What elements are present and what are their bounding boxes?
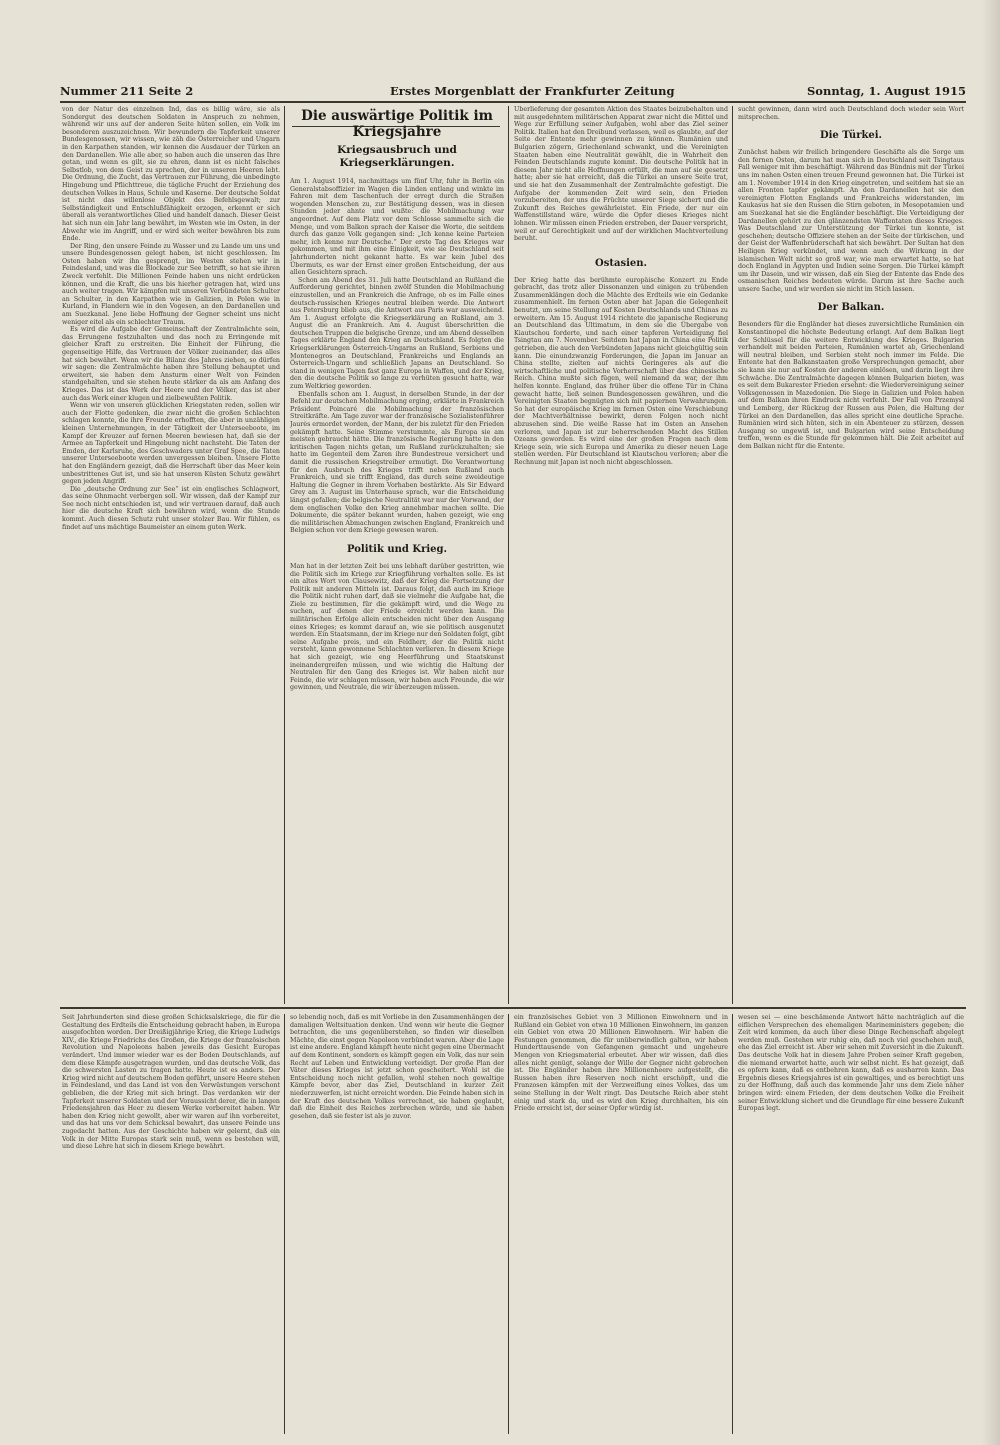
section-headline: Die Türkei. — [819, 130, 883, 142]
column-rule — [732, 1014, 733, 1434]
article-paragraph: Man hat in der letzten Zeit bei uns lebhaft darüber gestritten, wie die Politik sich im Kriege zur Kriegführung verhalten solle. Es ist ein altes Wort von Clausewitz, daß der Krieg die Fortsetzung der Politik mit anderen Mitteln ist. Daraus folgt, daß auch im Kriege die Politik nicht ruhen darf, daß sie vielmehr die Aufgabe hat, die Ziele zu bestimmen, für die gekämpft wird, und die Wege zu suchen, auf denen der Friede erreicht werden kann. Die militärischen Erfolge allein entscheiden nicht über den Ausgang eines Krieges; es kommt darauf an, wie sie politisch ausgenutzt werden. Ein Staatsmann, der im Kriege nur den Soldaten folgt, gibt seine Aufgabe preis, und ein Feldherr, der die Politik nicht versteht, kann gewonnene Schlachten verlieren. In diesem Kriege hat sich gezeigt, wie eng Heerführung und Staatskunst ineinandergreifen müssen, und wie wichtig die Haltung der Neutralen für den Gang des Krieges ist. Wir haben nicht nur Feinde, die wir schlagen müssen, wir haben auch Freunde, die wir gewinnen, und Neutrale, die wir überzeugen müssen. — [290, 562, 504, 692]
article-paragraph: Es wird die Aufgabe der Gemeinschaft der Zentralmächte sein, das Errungene festzuhalten und das noch zu Erringende mit gleicher Kraft zu erstreiten. Die Einheit der Führung, die gegenseitige Hilfe, das Vertrauen der Völker zueinander, das alles hat sich bewährt. Wenn wir die Bilanz des Jahres ziehen, so dürfen wir sagen: die Zentralmächte haben ihre Stellung behauptet und erweitert, sie haben dem Ansturm einer Welt von Feinden standgehalten, und sie stehen heute stärker da als am Anfang des Krieges. Das ist das Werk der Heere und der Völker, das ist aber auch das Werk einer klugen und zielbewußten Politik. — [62, 326, 280, 402]
column-rule — [732, 106, 733, 1004]
article-paragraph: Überlieferung der gesamten Aktion des Staates beizubehalten und mit ausgedehntem militärischen Apparat zwar nicht die Mittel und Wege zur Erfüllung seiner Aufgaben, wohl aber das Ziel seiner Politik. Italien hat den Dreibund verlassen, weil es glaubte, auf der Seite der Entente mehr gewinnen zu können. Rumänien und Bulgarien zögern, Griechenland schwankt, und die Vereinigten Staaten haben eine Neutralität gewählt, die in Wahrheit den Feinden Deutschlands zugute kommt. Die deutsche Politik hat in diesem Jahr nicht alle Hoffnungen erfüllt, die man auf sie gesetzt hatte; aber sie hat erreicht, daß die Türkei an unsere Seite trat, und sie hat den Zusammenhalt der Zentralmächte gefestigt. Die Aufgabe der kommenden Zeit wird sein, den Frieden vorzubereiten, der uns die Früchte unserer Siege sichert und die Zukunft des Reiches gewährleistet. Ein Friede, der nur ein Waffenstillstand wäre, würde die Opfer dieses Krieges nicht lohnen. Wir müssen einen Frieden erstreben, der Dauer verspricht, weil er auf Gerechtigkeit und auf der wirklichen Machtverteilung beruht. — [514, 106, 728, 243]
main-headline: Die auswärtige Politik im Kriegsjahre — [301, 108, 493, 140]
page-header — [60, 84, 966, 100]
article-paragraph: Seit Jahrhunderten sind diese großen Schicksalskriege, die für die Gestaltung des Erdteils die Entscheidung gebracht haben, in Europa ausgefochten worden. Der Dreißigjährige Krieg, die Kriege Ludwigs XIV., die Kriege Friedrichs des Großen, die Kriege der französischen Revolution und Napoleons haben jeweils das Gesicht Europas verändert. Und immer wieder war es der Boden Deutschlands, auf dem diese Kämpfe ausgetragen wurden, und das deutsche Volk, das die schwersten Lasten zu tragen hatte. Heute ist es anders. Der Krieg wird nicht auf deutschem Boden geführt, unsere Heere stehen in Feindesland, und das Land ist von den Verwüstungen verschont geblieben, die der Krieg mit sich bringt. Das verdanken wir der Tapferkeit unserer Soldaten und der Voraussicht derer, die in langen Friedensjahren das Heer zu diesem Werke vorbereitet haben. Wir haben den Krieg nicht gewollt, aber wir waren auf ihn vorbereitet, und das hat uns vor dem Schicksal bewahrt, das unsere Feinde uns zugedacht hatten. Aus der Geschichte haben wir gelernt, daß ein Volk in der Mitte Europas stark sein muß, wenn es bestehen will, und diese Lehre hat sich in diesem Kriege bewährt. — [62, 1014, 280, 1151]
bottom-column-3 — [514, 1014, 728, 1434]
column-1 — [62, 106, 280, 1004]
article-paragraph: Die „deutsche Ordnung zur See“ ist ein englisches Schlagwort, das seine Ohnmacht verbergen soll. Wir wissen, daß der Kampf zur See noch nicht entschieden ist, und wir vertrauen darauf, daß auch hier die deutsche Kraft sich bewähren wird, wenn die Stunde kommt. Auch diesen Schutz ruht unser stolzer Bau. Wir fühlen, es findet auf uns mächtige Baumeister an einem guten Werk. — [62, 485, 280, 531]
section-headline: Der Balkan. — [817, 302, 885, 314]
article-paragraph: Wenn wir von unseren glücklichen Kriegstaten reden, sollen wir auch der Flotte gedenken, die zwar nicht die großen Schlachten schlagen konnte, die ihre Freunde erhofften, die aber in unzähligen kleinen Unternehmungen, in der Tätigkeit der Unterseeboote, im Kampf der Kreuzer auf fernen Meeren bewiesen hat, daß sie der Armee an Tapferkeit und Hingebung nicht nachsteht. Die Taten der Emden, der Karlsruhe, des Geschwaders unter Graf Spee, die Taten unserer Unterseeboote werden unvergessen bleiben. Unsere Flotte hat den Engländern gezeigt, daß die Herrschaft über das Meer kein unbestrittenes Gut ist, und sie hat unseren Küsten Schutz gewährt gegen jeden Angriff. — [62, 402, 280, 486]
column-rule — [284, 1014, 285, 1434]
section-headline: Politik und Krieg. — [347, 543, 447, 555]
issue-number: Nummer 211 Seite 2 — [60, 84, 194, 98]
section-headline: Ostasien. — [595, 257, 647, 269]
article-paragraph: Der Ring, den unsere Feinde zu Wasser und zu Lande um uns und unsere Bundesgenossen gelegt haben, ist nicht geschlossen. Im Osten haben wir ihn gesprengt, im Westen stehen wir in Feindesland, und was die Blockade zur See betrifft, so hat sie ihren Zweck verfehlt. Die Millionen Feinde haben uns nicht erdrücken können, und die Kraft, die uns bis hierher getragen hat, wird uns auch weiter tragen. Wir kämpfen mit unseren Verbündeten Schulter an Schulter, in den Karpathen wie in Galizien, in Polen wie in Kurland, in Flandern wie in den Vogesen, an den Dardanellen und am Suezkanal. Jene liebe Hoffnung der Gegner scheint uns nicht weniger eitel als ein schlechter Traum. — [62, 242, 280, 326]
article-paragraph: wesen sei — eine beschämende Antwort hätte nachträglich auf die eiflichen Versprechen des ehemaligen Marineministers gegeben; die Zeit wird kommen, da auch über diese Dinge Rechenschaft abgelegt werden muß. Gestehen wir ruhig ein, daß noch viel geschehen muß, ehe das Ziel erreicht ist. Aber wir sehen mit Zuversicht in die Zukunft. Das deutsche Volk hat in diesem Jahre Proben seiner Kraft gegeben, die niemand erwartet hatte, auch wir selbst nicht. Es hat gezeigt, daß es opfern kann, daß es entbehren kann, daß es ausharren kann. Das Ergebnis dieses Kriegsjahres ist ein gewaltiges, und es berechtigt uns zu der Hoffnung, daß auch das kommende Jahr uns dem Ziele näher bringen wird: einem Frieden, der dem deutschen Volke die Freiheit seiner Entwicklung sichert und die Grundlage für eine bessere Zukunft Europas legt. — [738, 1014, 964, 1113]
column-3 — [514, 106, 728, 1004]
page-edge — [982, 0, 1000, 1445]
article-paragraph: Besonders für die Engländer hat dieses zuversichtliche Rumänien ein Konstantinopel die höchste Bedeutung erlangt. Auf dem Balkan liegt der Schlüssel für die weitere Entwicklung des Krieges. Bulgarien verhandelt mit beiden Parteien, Rumänien wartet ab, Griechenland will neutral bleiben, und Serbien steht noch immer im Felde. Die Entente hat den Balkanstaaten große Versprechungen gemacht, aber sie kann sie nur auf Kosten der anderen einlösen, und darin liegt ihre Schwäche. Die Zentralmächte dagegen können Bulgarien bieten, was es seit dem Bukarester Frieden ersehnt: die Wiedervereinigung seiner Volksgenossen in Mazedonien. Die Siege in Galizien und Polen haben auf dem Balkan ihren Eindruck nicht verfehlt. Der Fall von Przemysl und Lemberg, der Rückzug der Russen aus Polen, die Haltung der Türkei an den Dardanellen, das alles spricht eine deutliche Sprache. Rumänien wird sich hüten, sich in ein Abenteuer zu stürzen, dessen Ausgang so ungewiß ist, und Bulgarien wird seine Entscheidung treffen, wenn es die Stunde für gekommen hält. Die Zeit arbeitet auf dem Balkan nicht für die Entente. — [738, 321, 964, 450]
article-paragraph: von der Natur des einzelnen Ind, das es billig wäre, sie als Sondergut des deutschen Soldaten in Anspruch zu nehmen, während wir uns auf der anderen Seite hüten sollen, ein Volk im besonderen auszuzeichnen. Wir bewundern die Tapferkeit unserer Bundesgenossen, wir wissen, wie zäh die Österreicher und Ungarn in den Karpathen standen, wir kennen die Ausdauer der Türken an den Dardanellen. Wie alle aber, so haben auch die unseren das Ihre getan, und wenn es gilt, sie zu ehren, dann ist es nicht falsches Selbstlob, von dem Geist zu sprechen, der in unseren Heeren lebt. Die Ordnung, die Zucht, das Vertrauen zur Führung, die unbedingte Hingebung und Pflichttreue, die tägliche Frucht der Erziehung des deutschen Volkes in Haus, Schule und Kaserne. Der deutsche Soldat ist nicht das willenlose Objekt des Befehlsgewalt; zur Selbständigkeit und Entschlußfähigkeit erzogen, erkennt er sich überall als verantwortliches Glied und handelt danach. Dieser Geist hat sich nun ein Jahr lang bewährt, im Westen wie im Osten, in der Abwehr wie im Angriff, und er wird sich weiter bewähren bis zum Ende. — [62, 106, 280, 243]
bottom-column-4 — [738, 1014, 964, 1434]
article-paragraph: sucht gewinnen, dann wird auch Deutschland doch wieder sein Wort mitsprechen. — [738, 106, 964, 121]
newspaper-title: Erstes Morgenblatt der Frankfurter Zeitung — [390, 84, 675, 98]
article-paragraph: Der Krieg hatte das berühmte europäische Konzert zu Ende gebracht, das trotz aller Dissonanzen und einigen zu trübenden Zusammenklängen doch die Mächte des Erdteils wie ein Gedanke zusammenhielt. Im fernen Osten aber hat Japan die Gelegenheit benutzt, um seine Stellung auf Kosten Deutschlands und Chinas zu erweitern. Am 15. August 1914 richtete die japanische Regierung an Deutschland das Ultimatum, in dem sie die Übergabe von Kiautschou forderte, und nach einer tapferen Verteidigung fiel Tsingtau am 7. November. Seitdem hat Japan in China eine Politik getrieben, die auch den Verbündeten Japans nicht gleichgültig sein kann. Die einundzwanzig Forderungen, die Japan im Januar an China stellte, zielten auf nichts Geringeres als auf die wirtschaftliche und politische Vorherrschaft über das chinesische Reich. China mußte sich fügen, weil niemand da war, der ihm helfen konnte. England, das früher über die offene Tür in China gewacht hatte, ließ seinen Bundesgenossen gewähren, und die Vereinigten Staaten begnügten sich mit papiernen Verwahrungen. So hat der europäische Krieg im fernen Osten eine Verschiebung der Machtverhältnisse bewirkt, deren Folgen noch nicht abzusehen sind. Die weiße Rasse hat im Osten an Ansehen verloren, und Japan ist zur beherrschenden Macht des Stillen Ozeans geworden. Es wird eine der großen Fragen nach dem Kriege sein, wie sich Europa und Amerika zu dieser neuen Lage stellen werden. Für Deutschland ist Kiautschou verloren; aber die Rechnung mit Japan ist noch nicht abgeschlossen. — [514, 276, 728, 466]
article-paragraph: ein französisches Gebiet von 3 Millionen Einwohnern und in Rußland ein Gebiet von etwa 10 Millionen Einwohnern, im ganzen ein Gebiet von etwa 20 Millionen Einwohnern. Wir haben die Festungen genommen, die für unüberwindlich galten, wir haben Hunderttausende von Gefangenen gemacht und ungeheure Mengen von Kriegsmaterial erbeutet. Aber wir wissen, daß dies alles nicht genügt, solange der Wille der Gegner nicht gebrochen ist. Die Engländer haben ihre Millionenheere aufgestellt, die Russen haben ihre Reserven noch nicht erschöpft, und die Franzosen kämpfen mit der Verzweiflung eines Volkes, das um seine Stellung in der Welt ringt. Das Deutsche Reich aber steht einig und stark da, und es wird den Krieg durchhalten, bis ein Friede erreicht ist, der seiner Opfer würdig ist. — [514, 1014, 728, 1113]
issue-date: Sonntag, 1. August 1915 — [806, 84, 966, 98]
column-rule — [508, 106, 509, 1004]
sub-headline: Kriegsausbruch und Kriegserklärungen. — [337, 144, 457, 169]
column-4 — [738, 106, 964, 1004]
section-rule — [60, 1007, 966, 1009]
article-paragraph: Am 1. August 1914, nachmittags um fünf Uhr, fuhr in Berlin ein Generalstabsoffizier im Wagen die Linden entlang und winkte im Fahren mit dem Taschentuch der erregt durch die Straßen wogenden Menschen zu, zur Bestätigung dessen, was in diesen Stunden jeder ahnte und wußte: die Mobilmachung war angeordnet. Auf dem Platz vor dem Schlosse sammelte sich die Menge, und vom Balkon sprach der Kaiser die Worte, die seitdem durch das ganze Volk gegangen sind: „Ich kenne keine Parteien mehr, ich kenne nur Deutsche.“ Der erste Tag des Krieges war gekommen, und mit ihm eine Einigkeit, wie sie Deutschland seit Jahrhunderten nicht gekannt hatte. Es war kein Jubel des Übermuts, es war der Ernst einer großen Entscheidung, der aus allen Gesichtern sprach. — [290, 178, 504, 277]
column-rule — [284, 106, 285, 1004]
bottom-column-1 — [62, 1014, 280, 1434]
bottom-column-2 — [290, 1014, 504, 1434]
column-2 — [290, 106, 504, 1004]
article-paragraph: Schon am Abend des 31. Juli hatte Deutschland an Rußland die Aufforderung gerichtet, binnen zwölf Stunden die Mobilmachung einzustellen, und an Frankreich die Anfrage, ob es im Falle eines deutsch-russischen Krieges neutral bleiben werde. Die Antwort aus Petersburg blieb aus, die Antwort aus Paris war ausweichend. Am 1. August erfolgte die Kriegserklärung an Rußland, am 3. August die an Frankreich. Am 4. August überschritten die deutschen Truppen die belgische Grenze, und am Abend desselben Tages erklärte England den Krieg an Deutschland. Es folgten die Kriegserklärungen Österreich-Ungarns an Rußland, Serbiens und Montenegros an Deutschland, Frankreichs und Englands an Österreich-Ungarn und schließlich Japans an Deutschland. So stand in wenigen Tagen fast ganz Europa in Waffen, und der Krieg, den die deutsche Politik so lange zu verhüten gesucht hatte, war zum Weltkrieg geworden. — [290, 276, 504, 391]
column-rule — [508, 1014, 509, 1434]
article-paragraph: Zunächst haben wir freilich bringendere Geschäfte als die Sorge um den fernen Osten, darum hat man sich in Deutschland seit Tsingtaus Fall weniger mit ihm beschäftigt. Während das Bündnis mit der Türkei uns im nahen Osten einen treuen Freund gewonnen hat. Die Türkei ist am 1. November 1914 in den Krieg eingetreten, und seitdem hat sie an allen Fronten tapfer gekämpft. An den Dardanellen hat sie den vereinigten Flotten Englands und Frankreichs widerstanden, im Kaukasus hat sie den Russen die Stirn geboten, in Mesopotamien und am Suezkanal hat sie die Engländer beschäftigt. Die Verteidigung der Dardanellen gehört zu den glänzendsten Waffentaten dieses Krieges. Was Deutschland zur Unterstützung der Türkei tun konnte, ist geschehen; deutsche Offiziere stehen an der Seite der türkischen, und der Geist der Waffenbrüderschaft hat sich bewährt. Der Sultan hat den Heiligen Krieg verkündet, und wenn auch die Wirkung in der islamischen Welt nicht so groß war, wie man erwartet hatte, so hat doch England in Ägypten und Indien seine Sorgen. Die Türkei kämpft um ihr Dasein, und wir wissen, daß ein Sieg der Entente das Ende des osmanischen Reiches bedeuten würde. Darum ist ihre Sache auch unsere Sache, und wir werden sie nicht im Stich lassen. — [738, 149, 964, 293]
header-rule — [60, 101, 966, 103]
article-paragraph: Ebenfalls schon am 1. August, in derselben Stunde, in der der Befehl zur deutschen Mobilmachung erging, erklärte in Frankreich Präsident Poincaré die Mobilmachung der französischen Streitkräfte. Am Tage zuvor war der französische Sozialistenführer Jaurès ermordet worden, der Mann, der bis zuletzt für den Frieden gekämpft hatte. Seine Stimme verstummte, als Europa sie am meisten gebraucht hätte. Die französische Regierung hatte in den kritischen Tagen nichts getan, um Rußland zurückzuhalten; sie hatte im Gegenteil dem Zaren ihre Bundestreue versichert und damit die russischen Kriegstreiber ermutigt. Die Verantwortung für den Ausbruch des Krieges trifft neben Rußland auch Frankreich, und sie trifft England, das durch seine zweideutige Haltung die Gegner in ihrem Vorhaben bestärkte. Als Sir Edward Grey am 3. August im Unterhause sprach, war die Entscheidung längst gefallen; die belgische Neutralität war nur der Vorwand, der dem englischen Volke den Krieg annehmbar machen sollte. Die Dokumente, die später bekannt wurden, haben gezeigt, wie eng die militärischen Abmachungen zwischen England, Frankreich und Belgien schon vor dem Kriege gewesen waren. — [290, 390, 504, 535]
article-paragraph: so lebendig noch, daß es mit Vorliebe in den Zusammenhängen der damaligen Weltsituation denken. Und wenn wir heute die Gegner betrachten, die uns gegenüberstehen, so finden wir dieselben Mächte, die einst gegen Napoleon verbündet waren. Aber die Lage ist eine andere. England kämpft heute nicht gegen eine Übermacht auf dem Kontinent, sondern es kämpft gegen ein Volk, das nur sein Recht auf Leben und Entwicklung verteidigt. Der große Plan der Väter dieses Krieges ist jetzt schon gescheitert. Wohl ist die Entscheidung noch nicht gefallen, wohl stehen noch gewaltige Kämpfe bevor, aber das Ziel, Deutschland in kurzer Zeit niederzuwerfen, ist nicht erreicht worden. Die Feinde haben sich in der Kraft des deutschen Volkes verrechnet, sie haben geglaubt, daß die Einheit des Reiches zerbrechen würde, und sie haben gesehen, daß sie fester ist als je zuvor. — [290, 1014, 504, 1120]
